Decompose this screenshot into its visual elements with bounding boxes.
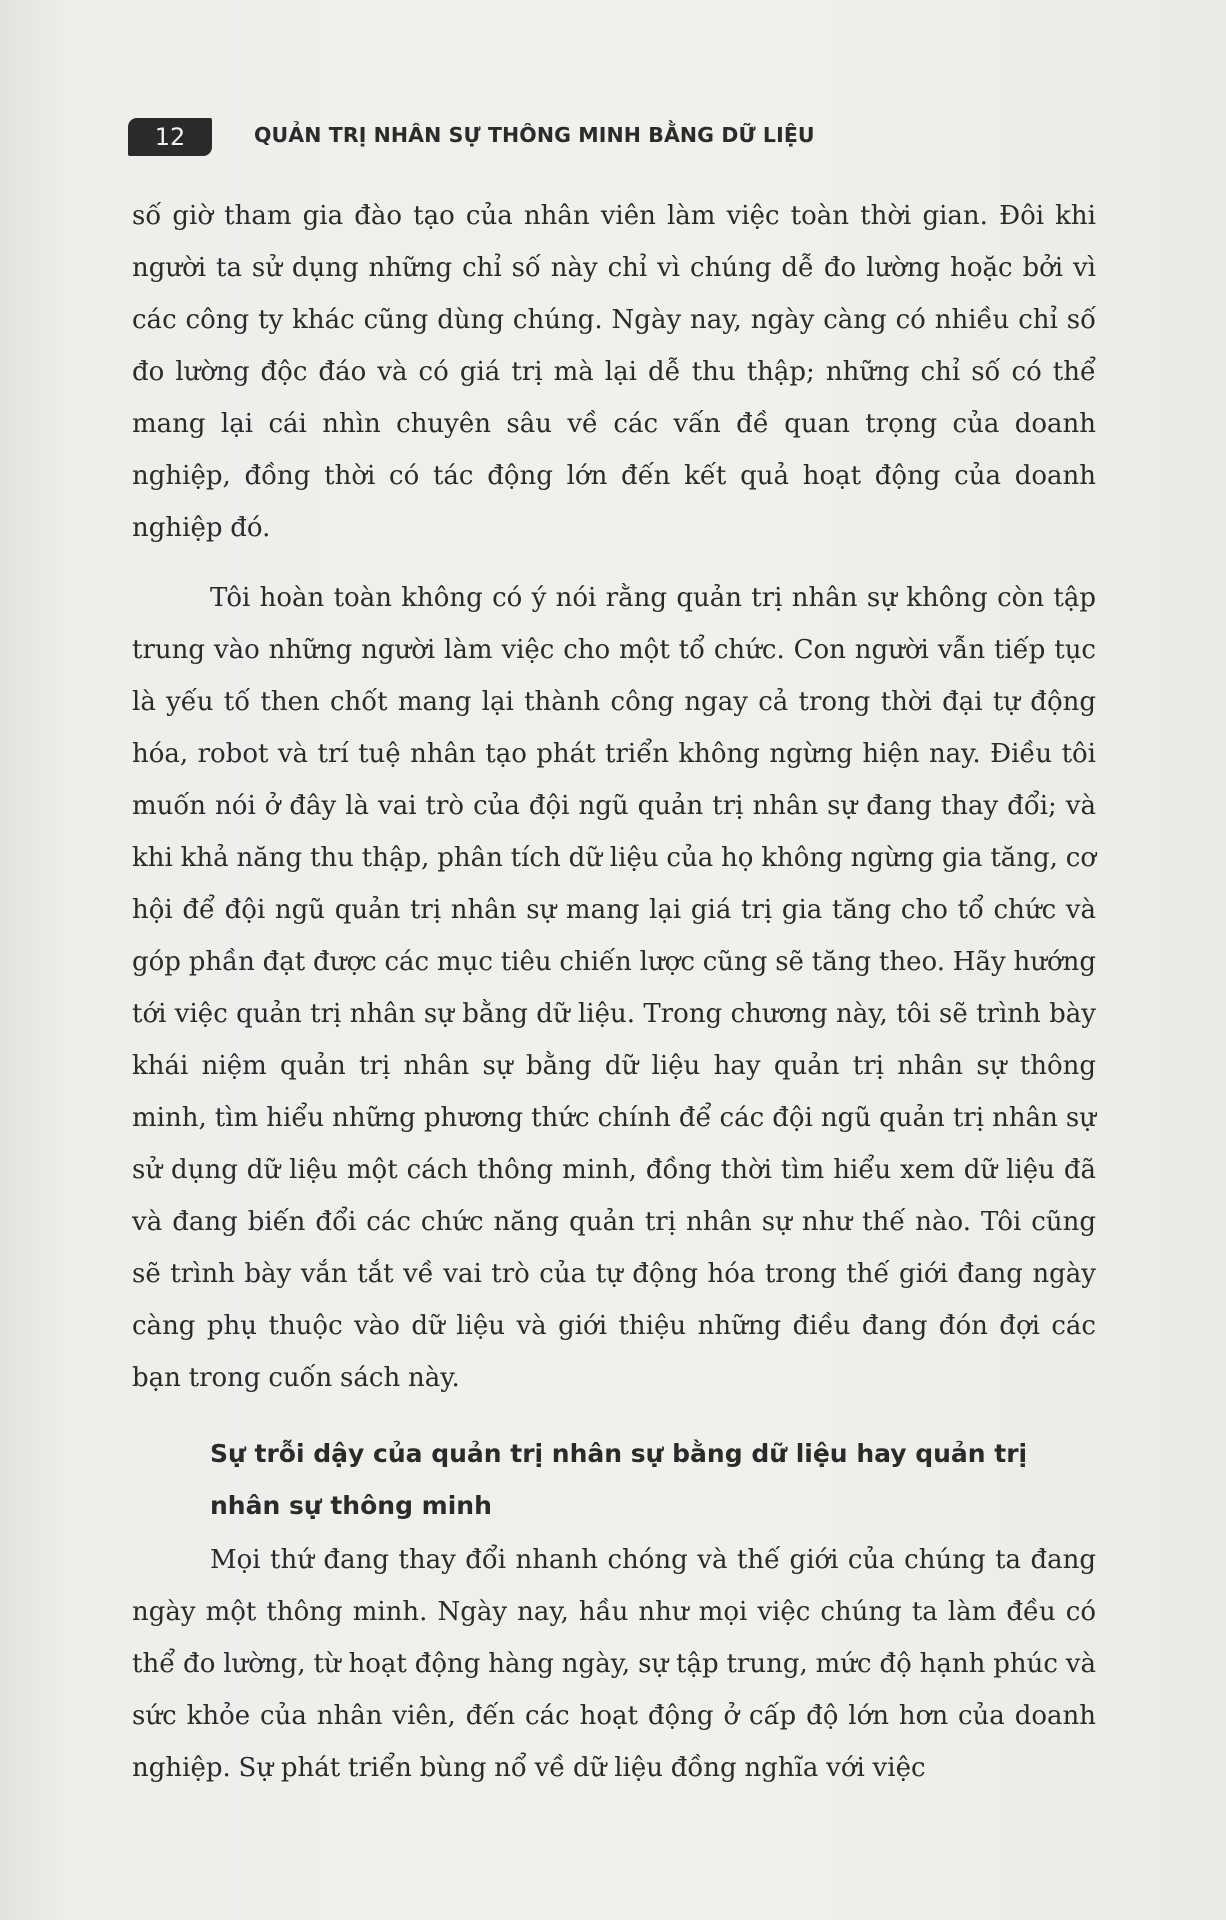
page-number: 12 — [128, 118, 212, 156]
section-heading: Sự trỗi dậy của quản trị nhân sự bằng dữ liệu hay quản trị nhân sự thông minh — [210, 1439, 1028, 1520]
running-title: QUẢN TRỊ NHÂN SỰ THÔNG MINH BẰNG DỮ LIỆU — [254, 123, 815, 147]
page-header — [128, 118, 1126, 156]
paragraph-continued: số giờ tham gia đào tạo của nhân viên làm việc toàn thời gian. Đôi khi người ta sử dụng những chỉ số này chỉ vì chúng dễ đo lường hoặc bởi vì các công ty khác cũng dùng chúng. Ngày nay, ngày càng có nhiều chỉ số đo lường độc đáo và có giá trị mà lại dễ thu thập; những chỉ số có thể mang lại cái nhìn chuyên sâu về các vấn đề quan trọng của doanh nghiệp, đồng thời có tác động lớn đến kết quả hoạt động của doanh nghiệp đó. — [132, 201, 1096, 543]
section-paragraph: Mọi thứ đang thay đổi nhanh chóng và thế giới của chúng ta đang ngày một thông minh. Ngày nay, hầu như mọi việc chúng ta làm đều có thể đo lường, từ hoạt động hàng ngày, sự tập trung, mức độ hạnh phúc và sức khỏe của nhân viên, đến các hoạt động ở cấp độ lớn hơn của doanh nghiệp. Sự phát triển bùng nổ về dữ liệu đồng nghĩa với việc — [132, 1545, 1096, 1783]
paragraph-main: Tôi hoàn toàn không có ý nói rằng quản trị nhân sự không còn tập trung vào những người làm việc cho một tổ chức. Con người vẫn tiếp tục là yếu tố then chốt mang lại thành công ngay cả trong thời đại tự động hóa, robot và trí tuệ nhân tạo phát triển không ngừng hiện nay. Điều tôi muốn nói ở đây là vai trò của đội ngũ quản trị nhân sự đang thay đổi; và khi khả năng thu thập, phân tích dữ liệu của họ không ngừng gia tăng, cơ hội để đội ngũ quản trị nhân sự mang lại giá trị gia tăng cho tổ chức và góp phần đạt được các mục tiêu chiến lược cũng sẽ tăng theo. Hãy hướng tới việc quản trị nhân sự bằng dữ liệu. Trong chương này, tôi sẽ trình bày khái niệm quản trị nhân sự bằng dữ liệu hay quản trị nhân sự thông minh, tìm hiểu những phương thức chính để các đội ngũ quản trị nhân sự sử dụng dữ liệu một cách thông minh, đồng thời tìm hiểu xem dữ liệu đã và đang biến đổi các chức năng quản trị nhân sự như thế nào. Tôi cũng sẽ trình bày vắn tắt về vai trò của tự động hóa trong thế giới đang ngày càng phụ thuộc vào dữ liệu và giới thiệu những điều đang đón đợi các bạn trong cuốn sách này. — [132, 583, 1096, 1393]
page-body — [132, 190, 1096, 1794]
